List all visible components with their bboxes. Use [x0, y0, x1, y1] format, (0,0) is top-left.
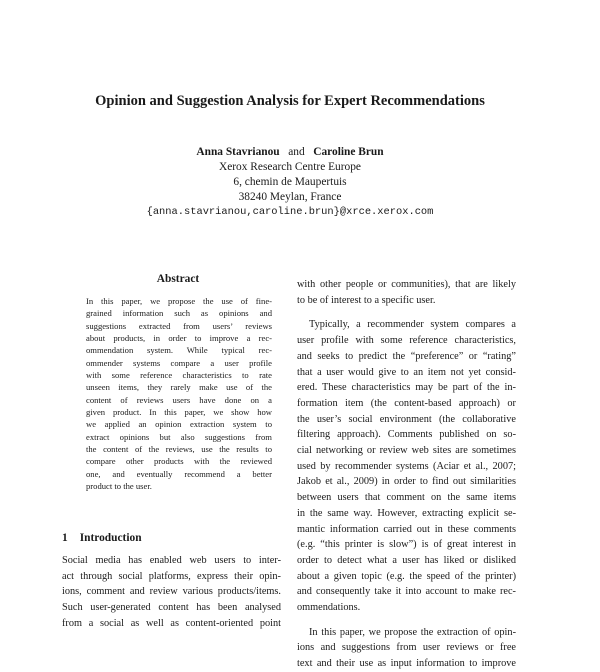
section-title: Introduction	[79, 532, 142, 544]
body-line: about a given topic (e.g. the speed of the printer)	[297, 570, 516, 582]
abstract-line: compare other products with the reviewed	[86, 456, 272, 467]
body-line: formation item (the content-based approach) or	[297, 397, 516, 409]
abstract-line: product to the user.	[86, 481, 152, 492]
body-line: Jakob et al., 2009) in order to find out similarities	[297, 476, 516, 488]
abstract-line: suggestions extracted from users’ reviews	[86, 320, 272, 331]
body-line: (e.g. “this printer is slow”) is of great interest in	[297, 539, 516, 551]
intro-left-column	[62, 553, 281, 632]
author-block	[0, 145, 580, 220]
body-line: with other people or communities), that are likely	[297, 279, 516, 290]
body-line: and seeks to predict the “preference” or “rating”	[297, 350, 516, 362]
abstract-line: with some reference characteristics to rate	[86, 370, 272, 381]
abstract-line: ommender systems compare a user profile	[86, 357, 272, 368]
body-line: mantic information carried out in these comments	[297, 523, 516, 535]
paper-title: Opinion and Suggestion Analysis for Expert Recommendations	[95, 93, 485, 109]
body-line: Such user-generated content has been analysed	[62, 602, 281, 614]
abstract-line: content of reviews users have done on a	[86, 394, 272, 405]
abstract-line: one, and eventually recommend a better	[86, 468, 272, 479]
abstract-line: given product. In this paper, we show how	[86, 407, 272, 418]
section-number: 1	[62, 532, 68, 544]
abstract-line: the content of the reviews, use the results to	[86, 444, 272, 455]
author-2-name: Caroline Brun	[313, 146, 384, 158]
body-line: cial networking or review web sites are sometimes	[297, 445, 516, 457]
body-line: ered. These characteristics may be part of the in-	[297, 382, 516, 394]
author-names-line	[0, 145, 580, 160]
section-heading-introduction	[62, 532, 142, 544]
address-line-1: 6, chemin de Maupertuis	[233, 176, 347, 188]
body-line: the user’s social environment (the collaborative	[297, 413, 516, 425]
body-line: used by recommender systems (Aciar et al., 2007;	[297, 460, 516, 472]
body-line: In this paper, we propose the extraction of opin-	[309, 626, 516, 638]
body-line: that a user would give to an item not yet consid-	[297, 366, 516, 378]
body-line: Social media has enabled web users to inter-	[62, 555, 281, 566]
body-line: and consequently take it into account to make rec-	[297, 586, 516, 598]
paragraph-gap	[297, 616, 516, 625]
body-line: user profile with some reference characteristics,	[297, 335, 516, 347]
abstract-heading: Abstract	[156, 273, 200, 285]
abstract-line: ommendation system. While typical rec-	[86, 345, 272, 356]
author-1-name: Anna Stavrianou	[196, 146, 280, 158]
author-conjunction	[283, 146, 311, 158]
abstract-line: we applied an opinion extraction system to	[86, 419, 272, 430]
body-line: between users that comment on the same items	[297, 492, 516, 504]
affiliation: Xerox Research Centre Europe	[218, 161, 361, 173]
abstract-body	[86, 295, 272, 493]
body-line: ommendations.	[297, 602, 361, 614]
body-line: act through social platforms, express their opin-	[62, 570, 281, 582]
body-line: Typically, a recommender system compares a	[309, 319, 516, 331]
abstract-line: In this paper, we propose the use of fine-	[86, 296, 272, 306]
abstract-line: grained information such as opinions and	[86, 308, 272, 319]
abstract-line: unseen items, they rarely make use of the	[86, 382, 272, 393]
body-line: text and their use as input information to improve	[297, 658, 516, 670]
body-line: order to detect what a user has liked or disliked	[297, 554, 516, 566]
address-line-2: 38240 Meylan, France	[238, 191, 342, 203]
abstract-line: about products, in order to improve a rec-	[86, 333, 272, 344]
body-line: in the same way. However, extracting explicit se-	[297, 507, 516, 519]
body-line: from a social as well as content-oriented point	[62, 617, 281, 629]
body-line: ions, comment and review various products/items.	[62, 586, 281, 598]
abstract-line: extract opinions but also suggestions from	[86, 431, 272, 442]
paragraph-gap	[297, 308, 516, 317]
body-line: ions and suggestions from user reviews or free	[297, 642, 516, 654]
right-column	[297, 277, 516, 672]
body-line: to be of interest to a specific user.	[297, 294, 436, 306]
author-emails: {anna.stavrianou,caroline.brun}@xrce.xerox.com	[146, 206, 434, 218]
body-line: filtering approach). Comments published on so-	[297, 429, 516, 441]
conjunction-text: and	[288, 146, 305, 158]
